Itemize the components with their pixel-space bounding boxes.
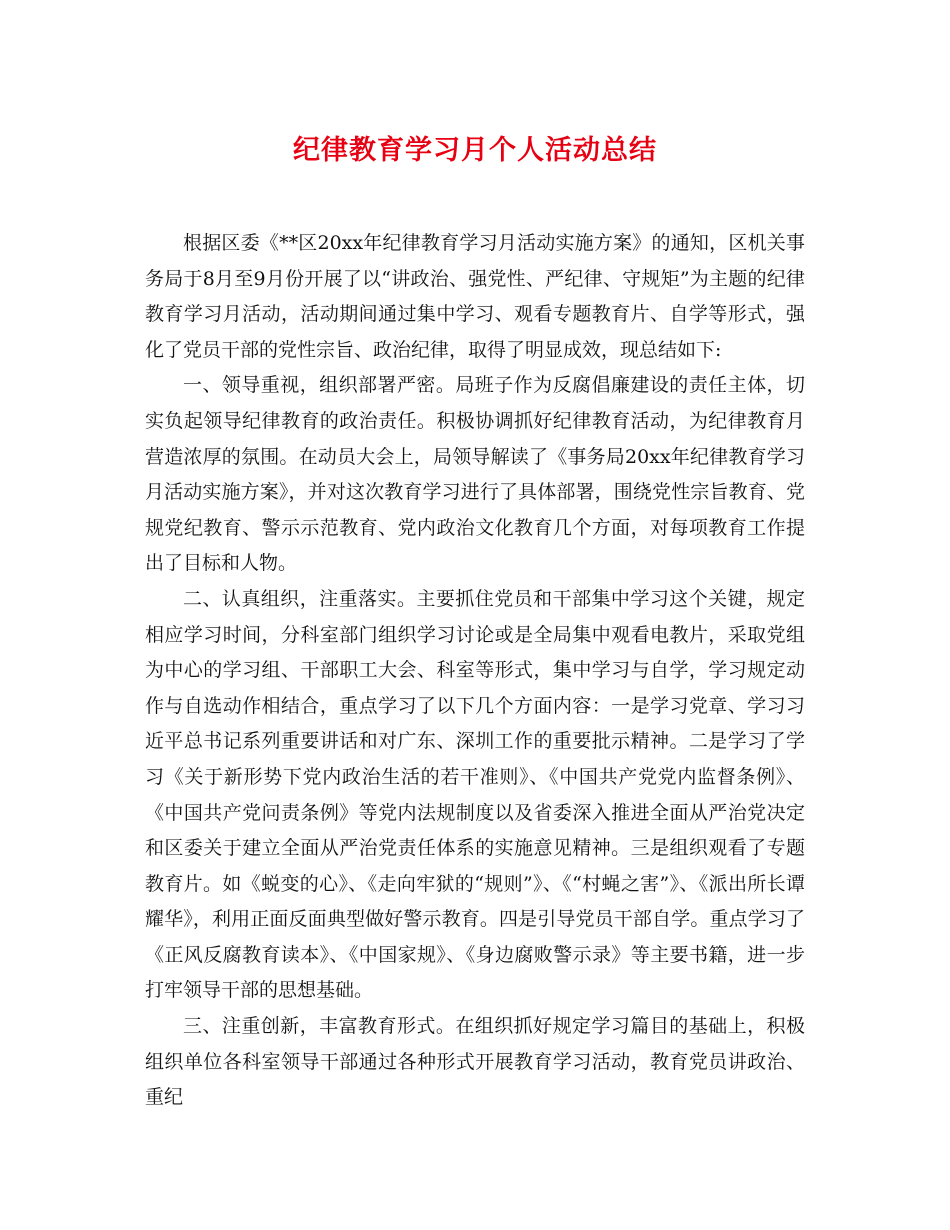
- paragraph-section-2: 二、认真组织，注重落实。主要抓住党员和干部集中学习这个关键，规定相应学习时间，分科室部门组织学习讨论或是全局集中观看电教片，采取党组为中心的学习组、干部职工大会、科室等形式，集中学习与自学，学习规定动作与自选动作相结合，重点学习了以下几个方面内容：一是学习党章、学习习近平总书记系列重要讲话和对广东、深圳工作的重要批示精神。二是学习了学习《关于新形势下党内政治生活的若干准则》、《中国共产党党内监督条例》、《中国共产党问责条例》等党内法规制度以及省委深入推进全面从严治党决定和区委关于建立全面从严治党责任体系的实施意见精神。三是组织观看了专题教育片。如《蜕变的心》、《走向牢狱的“规则”》、《“村蝇之害”》、《派出所长谭耀华》，利用正面反面典型做好警示教育。四是引导党员干部自学。重点学习了《正风反腐教育读本》、《中国家规》、《身边腐败警示录》等主要书籍，进一步打牢领导干部的思想基础。: [145, 587, 805, 1002]
- paragraph-intro: 根据区委《**区20xx年纪律教育学习月活动实施方案》的通知，区机关事务局于8月至9月份开展了以“讲政治、强党性、严纪律、守规矩”为主题的纪律教育学习月活动，活动期间通过集中学习、观看专题教育片、自学等形式，强化了党员干部的党性宗旨、政治纪律，取得了明显成效，现总结如下:: [145, 232, 805, 361]
- paragraph-section-1: 一、领导重视，组织部署严密。局班子作为反腐倡廉建设的责任主体，切实负起领导纪律教育的政治责任。积极协调抓好纪律教育活动，为纪律教育月营造浓厚的氛围。在动员大会上，局领导解读了《事务局20xx年纪律教育学习月活动实施方案》，并对这次教育学习进行了具体部署，围绕党性宗旨教育、党规党纪教育、警示示范教育、党内政治文化教育几个方面，对每项教育工作提出了目标和人物。: [145, 374, 805, 575]
- document-title: 纪律教育学习月个人活动总结: [293, 135, 657, 166]
- paragraph-section-3: 三、注重创新，丰富教育形式。在组织抓好规定学习篇目的基础上，积极组织单位各科室领导干部通过各种形式开展教育学习活动，教育党员讲政治、重纪: [145, 1015, 805, 1109]
- document-body: [145, 226, 805, 1116]
